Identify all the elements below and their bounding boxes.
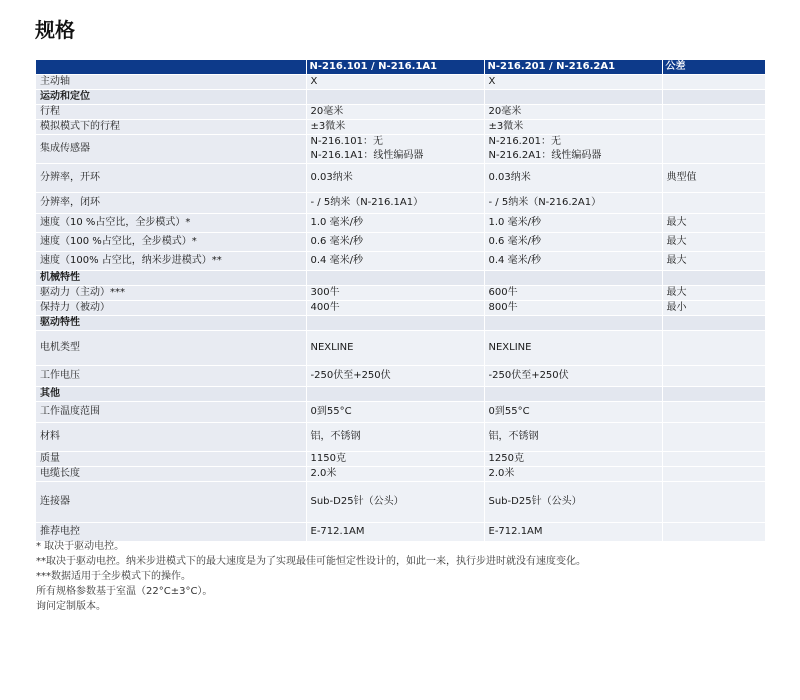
table-cell [662,402,765,423]
footnotes [36,539,586,614]
table-cell: 最大 [662,286,765,301]
table-cell: 800牛 [484,301,662,316]
section-title: 机械特性 [36,271,306,286]
table-row [36,423,765,452]
table-cell [484,90,662,105]
table-cell: ±3微米 [484,120,662,135]
table-cell: 最大 [662,214,765,233]
table-cell [306,387,484,402]
table-row [36,75,765,90]
table-cell [662,193,765,214]
row-label: 电机类型 [36,331,306,366]
row-label: 分辨率，闭环 [36,193,306,214]
section-row [36,271,765,286]
section-row [36,90,765,105]
table-cell: 0.03纳米 [484,164,662,193]
section-row [36,316,765,331]
table-cell: -250伏至+250伏 [484,366,662,387]
header-cell: N-216.101 / N-216.1A1 [306,60,484,75]
table-row [36,402,765,423]
row-label: 模拟模式下的行程 [36,120,306,135]
table-cell: NEXLINE [306,331,484,366]
table-cell: E-712.1AM [484,523,662,542]
table-cell: 0.6 毫米/秒 [484,233,662,252]
table-cell: 2.0米 [306,467,484,482]
table-cell: 400牛 [306,301,484,316]
table-row [36,482,765,523]
row-label: 速度（100% 占空比，纳米步进模式）** [36,252,306,271]
table-row [36,233,765,252]
row-label: 速度（100 %占空比，全步模式）* [36,233,306,252]
table-cell: 300牛 [306,286,484,301]
table-cell [662,523,765,542]
table-cell [484,387,662,402]
footnote: 所有规格参数基于室温（22°C±3°C）。 [36,586,213,597]
table-cell: NEXLINE [484,331,662,366]
spec-table [36,60,766,542]
table-cell: - / 5纳米（N-216.2A1） [484,193,662,214]
table-cell: 0.4 毫米/秒 [484,252,662,271]
table-row [36,252,765,271]
table-row [36,135,765,164]
table-cell [662,482,765,523]
table-cell: 典型值 [662,164,765,193]
row-label: 材料 [36,423,306,452]
row-label: 推荐电控 [36,523,306,542]
table-cell: 0.6 毫米/秒 [306,233,484,252]
row-label: 连接器 [36,482,306,523]
table-cell: 铝，不锈钢 [306,423,484,452]
table-row [36,331,765,366]
table-cell: 2.0米 [484,467,662,482]
table-cell: 0.4 毫米/秒 [306,252,484,271]
table-cell [662,120,765,135]
cell-line: N-216.1A1：线性编码器 [310,150,424,161]
section-title: 驱动特性 [36,316,306,331]
table-row [36,105,765,120]
table-cell: E-712.1AM [306,523,484,542]
cell-line: N-216.2A1：线性编码器 [488,150,602,161]
table-cell: 最大 [662,252,765,271]
table-row [36,164,765,193]
table-cell [662,423,765,452]
table-cell [484,135,662,164]
table-cell: 600牛 [484,286,662,301]
table-cell: 最大 [662,233,765,252]
table-cell [662,90,765,105]
table-row [36,286,765,301]
table-cell: 0到55°C [484,402,662,423]
table-cell: 0到55°C [306,402,484,423]
table-cell: 1250克 [484,452,662,467]
page-title: 规格 [35,18,75,42]
header-cell [36,60,306,75]
footnote: **取决于驱动电控。纳米步进模式下的最大速度是为了实现最佳可能恒定性设计的，如此一来，执行步进时就没有速度变化。 [36,556,586,567]
footnote: 询问定制版本。 [36,601,106,612]
table-cell [662,75,765,90]
table-cell: -250伏至+250伏 [306,366,484,387]
table-cell [662,271,765,286]
table-cell [662,316,765,331]
table-row [36,452,765,467]
table-cell: 0.03纳米 [306,164,484,193]
table-row [36,193,765,214]
table-row [36,214,765,233]
table-cell [662,467,765,482]
table-cell: 20毫米 [484,105,662,120]
table-cell: X [484,75,662,90]
table-cell [484,271,662,286]
table-cell [306,135,484,164]
table-cell [662,105,765,120]
row-label: 主动轴 [36,75,306,90]
table-cell: X [306,75,484,90]
row-label: 保持力（被动） [36,301,306,316]
table-row [36,120,765,135]
cell-line: N-216.201：无 [488,136,561,147]
table-cell [662,387,765,402]
header-cell: N-216.201 / N-216.2A1 [484,60,662,75]
row-label: 质量 [36,452,306,467]
row-label: 驱动力（主动）*** [36,286,306,301]
table-cell [662,331,765,366]
cell-line: N-216.101：无 [310,136,383,147]
footnote: ***数据适用于全步模式下的操作。 [36,571,191,582]
table-cell [662,452,765,467]
row-label: 工作温度范围 [36,402,306,423]
table-cell: - / 5纳米（N-216.1A1） [306,193,484,214]
table-cell: Sub-D25针（公头） [484,482,662,523]
table-row [36,301,765,316]
table-cell [306,271,484,286]
header-cell: 公差 [662,60,765,75]
row-label: 分辨率，开环 [36,164,306,193]
table-cell: 1150克 [306,452,484,467]
row-label: 速度（10 %占空比，全步模式）* [36,214,306,233]
row-label: 电缆长度 [36,467,306,482]
table-cell [662,135,765,164]
table-cell: 最小 [662,301,765,316]
footnote: * 取决于驱动电控。 [36,541,125,552]
table-cell: 1.0 毫米/秒 [484,214,662,233]
table-cell [306,316,484,331]
table-cell: ±3微米 [306,120,484,135]
section-title: 其他 [36,387,306,402]
row-label: 集成传感器 [36,135,306,164]
table-cell: 20毫米 [306,105,484,120]
table-cell [662,366,765,387]
table-row [36,467,765,482]
table-cell [484,316,662,331]
table-cell: Sub-D25针（公头） [306,482,484,523]
table-cell: 铝，不锈钢 [484,423,662,452]
table-header-row [36,60,765,75]
table-cell [306,90,484,105]
table-cell: 1.0 毫米/秒 [306,214,484,233]
row-label: 工作电压 [36,366,306,387]
section-title: 运动和定位 [36,90,306,105]
row-label: 行程 [36,105,306,120]
table-row [36,366,765,387]
section-row [36,387,765,402]
